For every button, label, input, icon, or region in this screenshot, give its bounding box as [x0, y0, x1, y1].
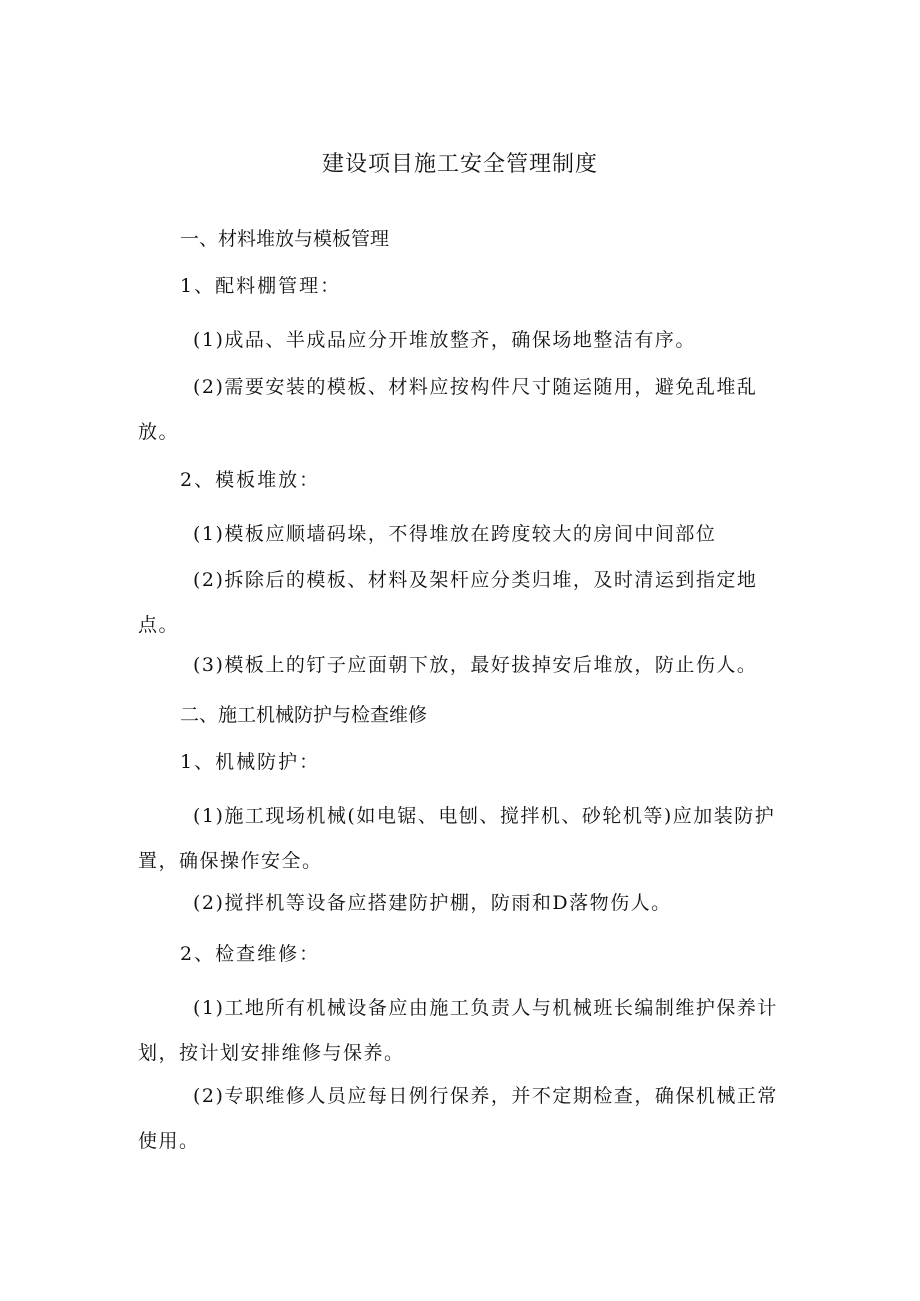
list-item: (2)拆除后的模板、材料及架杆应分类归堆，及时清运到指定地点。 — [138, 569, 758, 636]
section-heading: 一、材料堆放与模板管理 — [180, 228, 390, 250]
list-item: (3)模板上的钉子应面朝下放，最好拔掉安后堆放，防止伤人。 — [193, 654, 758, 676]
list-item: (1)成品、半成品应分开堆放整齐，确保场地整洁有序。 — [193, 329, 696, 351]
subsection-label: 2、模板堆放： — [180, 469, 321, 491]
subsection-label: 2、检查维修： — [180, 943, 321, 965]
list-item: (2)专职维修人员应每日例行保养，并不定期检查，确保机械正常使用。 — [138, 1085, 778, 1152]
list-item: (2)搅拌机等设备应搭建防护棚，防雨和D落物伤人。 — [193, 892, 672, 914]
subsection-label: 1、机械防护： — [180, 751, 321, 773]
list-item: (1)工地所有机械设备应由施工负责人与机械班长编制维护保养计划，按计划安排维修与保养。 — [138, 997, 778, 1064]
subsection-label: 1、配料棚管理： — [180, 275, 342, 297]
section-heading: 二、施工机械防护与检查维修 — [180, 704, 428, 726]
document-title: 建设项目施工安全管理制度 — [321, 152, 598, 177]
list-item: (1)施工现场机械(如电锯、电刨、搅拌机、砂轮机等)应加装防护置，确保操作安全。 — [138, 805, 776, 872]
list-item: (2)需要安装的模板、材料应按构件尺寸随运随用，避免乱堆乱放。 — [138, 376, 758, 443]
list-item: (1)模板应顺墙码垛，不得堆放在跨度较大的房间中间部位 — [193, 523, 717, 545]
